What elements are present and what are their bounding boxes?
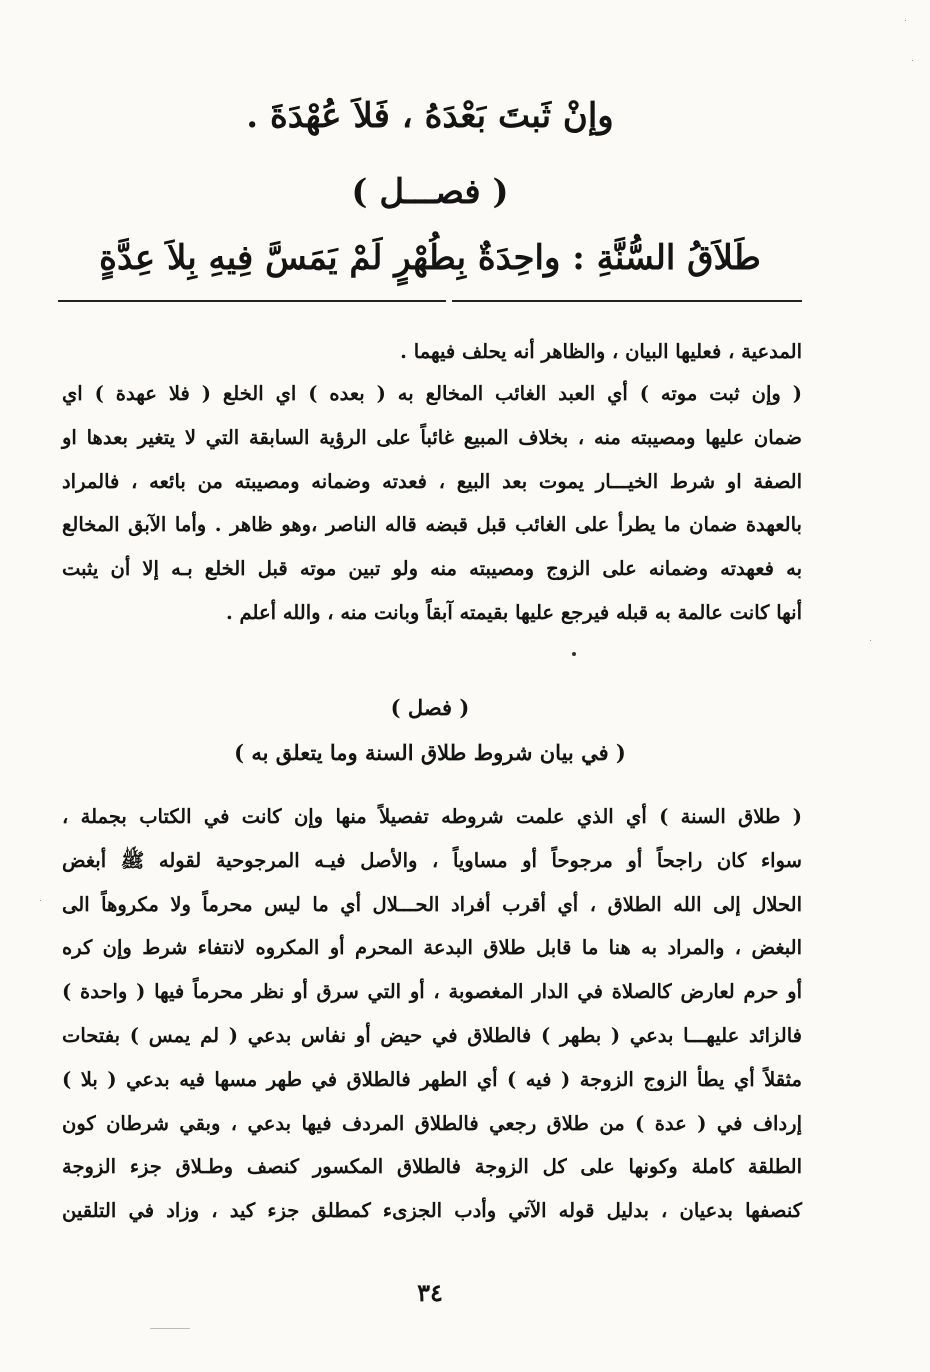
text-line: بالعهدة ضمان ما يطرأ على الغائب قبل قبضه قاله الناصر ،وهو ظاهر . وأما الآبق المخالع [62,513,802,537]
commentary-paragraph-3 [62,795,802,1233]
text-line: مثقلاً أي يطأ الزوج الزوجة ( فيه ) أي الطهر فالطلاق في طهر مسها فيه بدعي ( بلا ) [62,1067,802,1091]
text-line: ( وإن ثبت موته ) أي العبد الغائب المخالع به ( بعده ) اي الخلع ( فلا عهدة ) اي [62,382,802,405]
scan-speck [912,60,913,61]
text-line: أنها كانت عالمة به قبله فيرجع عليها بقيمته آبقاً وبانت منه ، والله أعلم . [225,600,802,624]
commentary-paragraph-1 [62,330,802,374]
text-line: الحلال إلى الله الطلاق ، أي أقرب أفراد الحـــلال أي ما ليس محرماً ولا مكروهاً الى [62,892,802,916]
page-number: ٣٤ [417,1278,443,1307]
divider-rule-right [452,300,802,302]
text-line: ( طلاق السنة ) أي الذي علمت شروطه تفصيلاً منها وإن كانت في الكتاب بجملة ، [62,805,802,828]
matn-line-2: طَلاَقُ السُّنَّةِ : واحِدَةٌ بِطُهْرٍ لَمْ يَمَسَّ فِيهِ بِلاَ عِدَّةٍ [99,238,761,278]
text-line: ضمان عليها ومصيبته منه ، بخلاف المبيع غائباً على الرؤية السابقة التي لا يتغير بعدها او [62,425,802,449]
text-line: فالزائد عليهـــا بدعي ( بطهر ) فالطلاق في حيض أو نفاس بدعي ( لم يمس ) بفتحات [62,1023,802,1047]
text-line: البغض ، والمراد به هنا ما قابل طلاق البدعة المحرم أو المكروه لانتفاء شرط وإن كره [62,936,802,960]
text-line: إرداف في ( عدة ) من طلاق رجعي فالطلاق المردف فيها بدعي ، وبقي شرطان كون [62,1111,802,1135]
text-line: المدعية ، فعليها البيان ، والظاهر أنه يحلف فيهما . [400,340,802,363]
scan-speck [150,1328,190,1329]
section-heading-fasl-2: ( فصل ) [390,695,470,720]
text-line: كنصفها بدعيان ، بدليل قوله الآتي وأدب الجزىء كمطلق جزء كيد ، وزاد في التلقين [62,1199,802,1223]
scan-speck [572,652,576,656]
text-line: الصفة او شرط الخيـــار يموت بعد البيع ، فعدته وضمانه ومصيبته من بائعه ، فالمراد [62,469,802,493]
commentary-paragraph-2 [62,372,802,635]
section-subheading: ( في بيان شروط طلاق السنة وما يتعلق به ) [234,740,626,765]
text-line: به فعهدته وضمانه على الزوج ومصيبته منه ولو تبين موته قبل الخلع بـه إلا أن يثبت [62,557,802,581]
scan-speck [40,900,41,901]
matn-line-1: وإنْ ثَبتَ بَعْدَهُ ، فَلاَ عُهْدَةَ . [246,96,614,136]
scan-speck [870,640,871,641]
text-line: أو حرم لعارض كالصلاة في الدار المغصوبة ، أو التي سرق أو نظر محرماً فيها ( واحدة ) [62,980,802,1004]
section-heading-fasl: ( فصـــل ) [351,172,509,212]
divider-rule-left [58,300,446,302]
text-line: الطلقة كاملة وكونها على كل الزوجة فالطلاق المكسور كنصف وطـلاق جزء الزوجة [62,1155,802,1179]
text-line: سواء كان راجحاً أو مرجوحاً أو مساوياً ، والأصل فيـه المرجوحية لقوله ﷺ أبغض [62,848,802,872]
scan-speck [905,20,906,21]
